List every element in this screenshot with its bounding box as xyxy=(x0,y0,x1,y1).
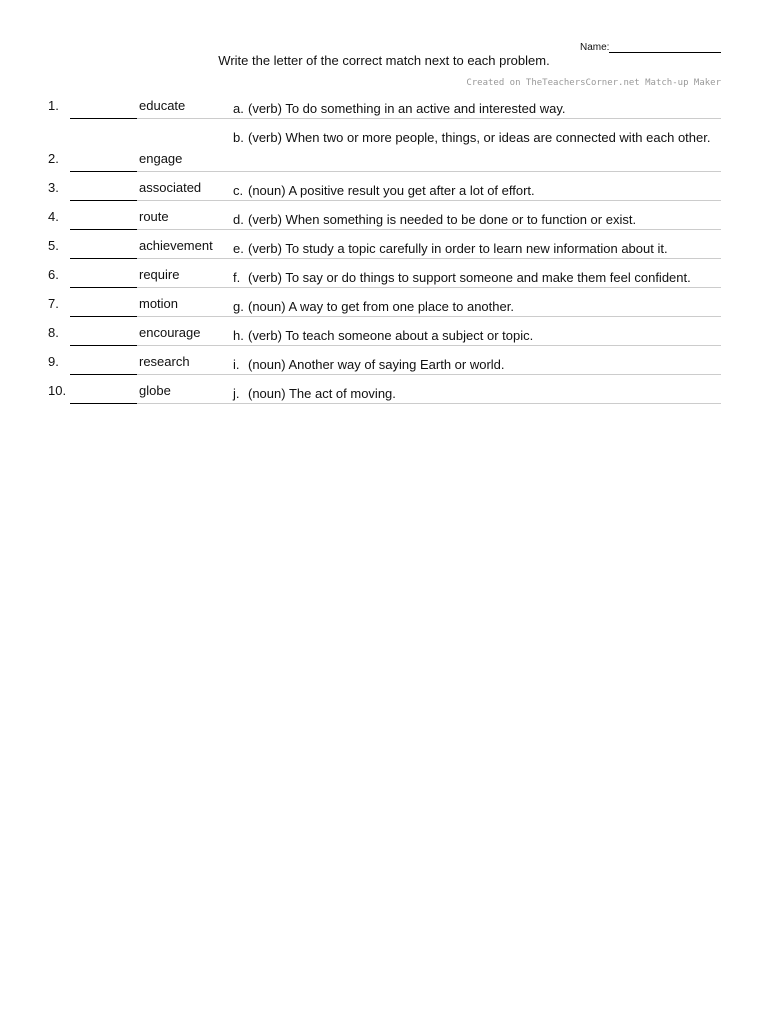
answer-blank[interactable] xyxy=(70,403,137,404)
credit-text: Created on TheTeachersCorner.net Match-up Maker xyxy=(466,78,721,88)
problem-number: 6. xyxy=(48,267,59,282)
problem-term: educate xyxy=(139,98,186,113)
definition-text: (verb) When something is needed to be done or to function or exist. xyxy=(248,212,637,227)
instruction-text: Write the letter of the correct match next to each problem. xyxy=(218,53,550,68)
problem-term: associated xyxy=(139,180,202,195)
problem-number: 2. xyxy=(48,151,59,166)
problem-term: motion xyxy=(139,296,179,311)
definition-text: (noun) A positive result you get after a lot of effort. xyxy=(248,183,535,198)
definition-letter: h. xyxy=(233,328,244,343)
problem-row xyxy=(48,259,721,288)
problem-number: 9. xyxy=(48,354,59,369)
problem-row xyxy=(48,317,721,346)
problem-number: 7. xyxy=(48,296,59,311)
definition-text: (noun) Another way of saying Earth or world. xyxy=(248,357,505,372)
problem-number: 5. xyxy=(48,238,59,253)
definition-text: (verb) To teach someone about a subject or topic. xyxy=(248,328,534,343)
definition-letter: d. xyxy=(233,212,244,227)
problem-term: encourage xyxy=(139,325,201,340)
problem-term: globe xyxy=(139,383,171,398)
problem-term: research xyxy=(139,354,190,369)
name-field[interactable] xyxy=(580,40,721,53)
problem-number: 4. xyxy=(48,209,59,224)
problem-number: 10. xyxy=(48,383,67,398)
definition xyxy=(233,125,721,150)
problem-row xyxy=(48,346,721,375)
problem-term: require xyxy=(139,267,180,282)
problem-row xyxy=(48,201,721,230)
definition-letter: f. xyxy=(233,270,241,285)
definition-text: (verb) When two or more people, things, or ideas are connected with each other. xyxy=(248,130,711,145)
definition-letter: a. xyxy=(233,101,244,116)
definition-text: (verb) To do something in an active and interested way. xyxy=(248,101,566,116)
definition-letter: j. xyxy=(233,386,240,401)
definition-letter: e. xyxy=(233,241,244,256)
name-label: Name: xyxy=(580,42,610,53)
definition-text: (verb) To say or do things to support someone and make them feel confident. xyxy=(248,270,691,285)
problem-row xyxy=(48,172,721,201)
problem-row xyxy=(48,90,721,119)
problem-term: route xyxy=(139,209,169,224)
problem-number: 8. xyxy=(48,325,59,340)
definition-letter: b. xyxy=(233,130,244,145)
problem-row xyxy=(48,230,721,259)
problem-row xyxy=(48,288,721,317)
problem-number: 3. xyxy=(48,180,59,195)
problem-row xyxy=(48,119,721,172)
problem-row xyxy=(48,375,721,404)
name-blank[interactable] xyxy=(609,40,721,53)
definition-text: (noun) The act of moving. xyxy=(248,386,396,401)
definition-letter: g. xyxy=(233,299,244,314)
problem-term: engage xyxy=(139,151,183,166)
definition-text: (verb) To study a topic carefully in order to learn new information about it. xyxy=(248,241,668,256)
definition-letter: i. xyxy=(233,357,240,372)
problem-number: 1. xyxy=(48,98,59,113)
problem-term: achievement xyxy=(139,238,213,253)
match-worksheet xyxy=(48,90,721,404)
definition-divider xyxy=(218,403,721,404)
definition-letter: c. xyxy=(233,183,244,198)
definition-text: (noun) A way to get from one place to another. xyxy=(248,299,514,314)
